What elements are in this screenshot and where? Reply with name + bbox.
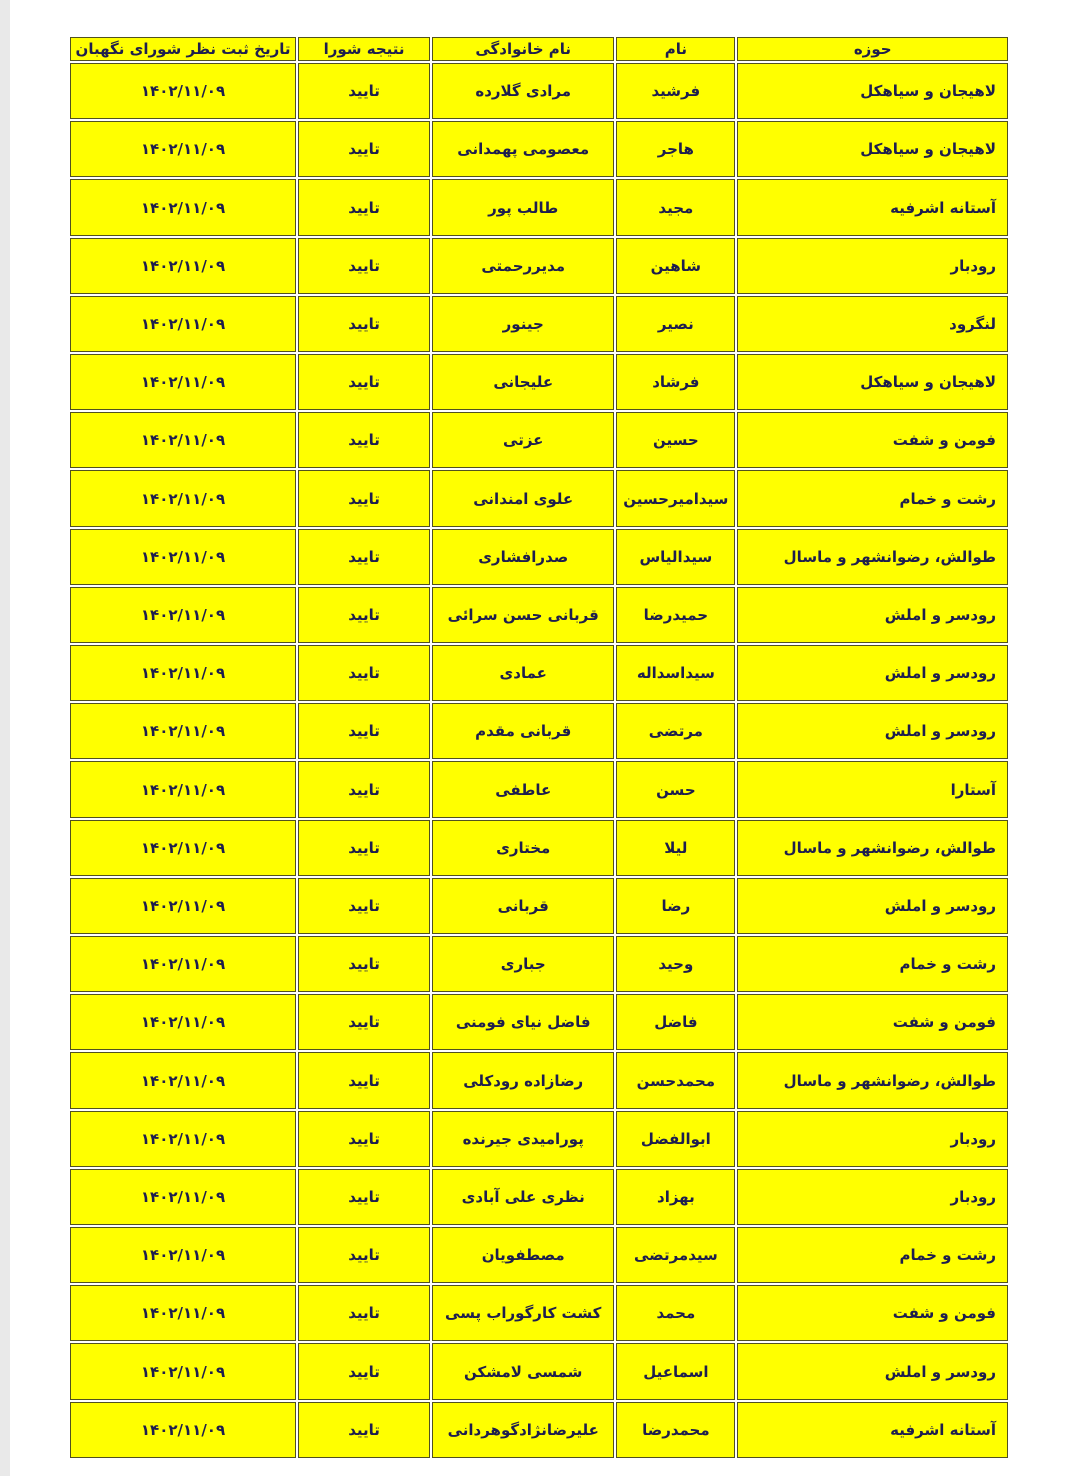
cell-council-result: تایید xyxy=(298,412,430,468)
cell-council-result: تایید xyxy=(298,63,430,119)
cell-first-name: سیدمرتضی xyxy=(616,1227,735,1283)
table-row xyxy=(70,1052,1008,1108)
table-row xyxy=(70,878,1008,934)
cell-first-name: مرتضی xyxy=(616,703,735,759)
table-row xyxy=(70,645,1008,701)
cell-first-name: هاجر xyxy=(616,121,735,177)
table-row xyxy=(70,1227,1008,1283)
cell-district: طوالش، رضوانشهر و ماسال xyxy=(737,1052,1008,1108)
cell-registration-date: ۱۴۰۲/۱۱/۰۹ xyxy=(70,703,296,759)
cell-district: طوالش، رضوانشهر و ماسال xyxy=(737,820,1008,876)
cell-registration-date: ۱۴۰۲/۱۱/۰۹ xyxy=(70,820,296,876)
cell-first-name: محمد xyxy=(616,1285,735,1341)
column-header-first-name: نام xyxy=(616,37,735,61)
cell-last-name: فاضل نیای فومنی xyxy=(432,994,614,1050)
cell-district: آستانه اشرفیه xyxy=(737,1402,1008,1458)
cell-council-result: تایید xyxy=(298,994,430,1050)
candidates-approval-table xyxy=(68,35,1010,1460)
cell-district: رودسر و املش xyxy=(737,645,1008,701)
cell-district: رودبار xyxy=(737,238,1008,294)
cell-council-result: تایید xyxy=(298,936,430,992)
table-row xyxy=(70,179,1008,235)
cell-last-name: جینور xyxy=(432,296,614,352)
cell-district: طوالش، رضوانشهر و ماسال xyxy=(737,529,1008,585)
cell-first-name: ابوالفضل xyxy=(616,1111,735,1167)
cell-last-name: نظری علی آبادی xyxy=(432,1169,614,1225)
cell-registration-date: ۱۴۰۲/۱۱/۰۹ xyxy=(70,1343,296,1399)
cell-district: رودسر و املش xyxy=(737,587,1008,643)
cell-registration-date: ۱۴۰۲/۱۱/۰۹ xyxy=(70,529,296,585)
cell-council-result: تایید xyxy=(298,1227,430,1283)
table-row xyxy=(70,296,1008,352)
cell-district: رودبار xyxy=(737,1169,1008,1225)
cell-council-result: تایید xyxy=(298,238,430,294)
cell-registration-date: ۱۴۰۲/۱۱/۰۹ xyxy=(70,761,296,817)
cell-council-result: تایید xyxy=(298,179,430,235)
cell-district: رشت و خمام xyxy=(737,936,1008,992)
cell-council-result: تایید xyxy=(298,529,430,585)
cell-first-name: حسن xyxy=(616,761,735,817)
cell-registration-date: ۱۴۰۲/۱۱/۰۹ xyxy=(70,63,296,119)
cell-council-result: تایید xyxy=(298,820,430,876)
cell-district: رودسر و املش xyxy=(737,1343,1008,1399)
table-row xyxy=(70,470,1008,526)
cell-first-name: سیدامیرحسین xyxy=(616,470,735,526)
table-row xyxy=(70,238,1008,294)
cell-council-result: تایید xyxy=(298,121,430,177)
cell-district: رشت و خمام xyxy=(737,1227,1008,1283)
cell-registration-date: ۱۴۰۲/۱۱/۰۹ xyxy=(70,296,296,352)
table-row xyxy=(70,1402,1008,1458)
cell-district: رشت و خمام xyxy=(737,470,1008,526)
cell-first-name: محمدرضا xyxy=(616,1402,735,1458)
cell-last-name: جباری xyxy=(432,936,614,992)
cell-first-name: نصیر xyxy=(616,296,735,352)
column-header-council-result: نتیجه شورا xyxy=(298,37,430,61)
cell-last-name: عمادی xyxy=(432,645,614,701)
table-row xyxy=(70,994,1008,1050)
cell-council-result: تایید xyxy=(298,761,430,817)
cell-council-result: تایید xyxy=(298,296,430,352)
table-row xyxy=(70,1111,1008,1167)
cell-first-name: شاهین xyxy=(616,238,735,294)
cell-registration-date: ۱۴۰۲/۱۱/۰۹ xyxy=(70,1402,296,1458)
cell-first-name: رضا xyxy=(616,878,735,934)
cell-registration-date: ۱۴۰۲/۱۱/۰۹ xyxy=(70,1169,296,1225)
cell-council-result: تایید xyxy=(298,470,430,526)
cell-last-name: مرادی گلارده xyxy=(432,63,614,119)
cell-first-name: بهزاد xyxy=(616,1169,735,1225)
cell-council-result: تایید xyxy=(298,1111,430,1167)
table-body xyxy=(70,63,1008,1458)
cell-first-name: محمدحسن xyxy=(616,1052,735,1108)
cell-district: آستارا xyxy=(737,761,1008,817)
cell-first-name: لیلا xyxy=(616,820,735,876)
cell-registration-date: ۱۴۰۲/۱۱/۰۹ xyxy=(70,1227,296,1283)
cell-last-name: معصومی پهمدانی xyxy=(432,121,614,177)
table-row xyxy=(70,820,1008,876)
cell-registration-date: ۱۴۰۲/۱۱/۰۹ xyxy=(70,936,296,992)
cell-council-result: تایید xyxy=(298,878,430,934)
cell-first-name: فرشاد xyxy=(616,354,735,410)
cell-district: لاهیجان و سیاهکل xyxy=(737,121,1008,177)
cell-last-name: عزتی xyxy=(432,412,614,468)
table-row xyxy=(70,412,1008,468)
cell-council-result: تایید xyxy=(298,645,430,701)
cell-district: فومن و شفت xyxy=(737,994,1008,1050)
table-row xyxy=(70,703,1008,759)
cell-registration-date: ۱۴۰۲/۱۱/۰۹ xyxy=(70,878,296,934)
cell-last-name: مدیررحمتی xyxy=(432,238,614,294)
column-header-district: حوزه xyxy=(737,37,1008,61)
cell-registration-date: ۱۴۰۲/۱۱/۰۹ xyxy=(70,1052,296,1108)
cell-last-name: کشت کارگوراب پسی xyxy=(432,1285,614,1341)
table-row xyxy=(70,529,1008,585)
cell-district: لاهیجان و سیاهکل xyxy=(737,63,1008,119)
cell-first-name: مجید xyxy=(616,179,735,235)
cell-last-name: قربانی xyxy=(432,878,614,934)
table-row xyxy=(70,1343,1008,1399)
cell-last-name: شمسی لامشکن xyxy=(432,1343,614,1399)
cell-district: لاهیجان و سیاهکل xyxy=(737,354,1008,410)
cell-registration-date: ۱۴۰۲/۱۱/۰۹ xyxy=(70,412,296,468)
cell-council-result: تایید xyxy=(298,587,430,643)
cell-first-name: وحید xyxy=(616,936,735,992)
table-row xyxy=(70,63,1008,119)
cell-district: فومن و شفت xyxy=(737,412,1008,468)
cell-council-result: تایید xyxy=(298,354,430,410)
cell-district: رودبار xyxy=(737,1111,1008,1167)
cell-first-name: اسماعیل xyxy=(616,1343,735,1399)
cell-last-name: قربانی مقدم xyxy=(432,703,614,759)
cell-registration-date: ۱۴۰۲/۱۱/۰۹ xyxy=(70,354,296,410)
cell-council-result: تایید xyxy=(298,703,430,759)
cell-council-result: تایید xyxy=(298,1052,430,1108)
cell-registration-date: ۱۴۰۲/۱۱/۰۹ xyxy=(70,121,296,177)
cell-first-name: فاضل xyxy=(616,994,735,1050)
table-header-row xyxy=(70,37,1008,61)
table-row xyxy=(70,761,1008,817)
cell-last-name: عاطفی xyxy=(432,761,614,817)
cell-district: لنگرود xyxy=(737,296,1008,352)
cell-first-name: حمیدرضا xyxy=(616,587,735,643)
page-left-edge-strip xyxy=(0,0,10,1476)
cell-district: فومن و شفت xyxy=(737,1285,1008,1341)
cell-registration-date: ۱۴۰۲/۱۱/۰۹ xyxy=(70,1285,296,1341)
cell-last-name: علوی امندانی xyxy=(432,470,614,526)
table-row xyxy=(70,587,1008,643)
table-row xyxy=(70,1285,1008,1341)
cell-last-name: صدرافشاری xyxy=(432,529,614,585)
table-row xyxy=(70,121,1008,177)
cell-last-name: علیجانی xyxy=(432,354,614,410)
cell-registration-date: ۱۴۰۲/۱۱/۰۹ xyxy=(70,587,296,643)
cell-registration-date: ۱۴۰۲/۱۱/۰۹ xyxy=(70,470,296,526)
cell-first-name: فرشید xyxy=(616,63,735,119)
cell-registration-date: ۱۴۰۲/۱۱/۰۹ xyxy=(70,238,296,294)
cell-last-name: مصطفویان xyxy=(432,1227,614,1283)
cell-first-name: حسین xyxy=(616,412,735,468)
cell-first-name: سیدالیاس xyxy=(616,529,735,585)
cell-last-name: قربانی حسن سرائی xyxy=(432,587,614,643)
cell-council-result: تایید xyxy=(298,1402,430,1458)
cell-last-name: علیرضانژادگوهردانی xyxy=(432,1402,614,1458)
cell-registration-date: ۱۴۰۲/۱۱/۰۹ xyxy=(70,179,296,235)
cell-district: رودسر و املش xyxy=(737,703,1008,759)
cell-last-name: طالب پور xyxy=(432,179,614,235)
cell-last-name: پورامیدی جیرنده xyxy=(432,1111,614,1167)
cell-district: آستانه اشرفیه xyxy=(737,179,1008,235)
cell-registration-date: ۱۴۰۲/۱۱/۰۹ xyxy=(70,645,296,701)
cell-registration-date: ۱۴۰۲/۱۱/۰۹ xyxy=(70,994,296,1050)
cell-council-result: تایید xyxy=(298,1343,430,1399)
cell-first-name: سیداسداله xyxy=(616,645,735,701)
cell-council-result: تایید xyxy=(298,1285,430,1341)
table-row xyxy=(70,354,1008,410)
cell-last-name: رضازاده رودکلی xyxy=(432,1052,614,1108)
cell-registration-date: ۱۴۰۲/۱۱/۰۹ xyxy=(70,1111,296,1167)
cell-district: رودسر و املش xyxy=(737,878,1008,934)
column-header-registration-date: تاریخ ثبت نظر شورای نگهبان xyxy=(70,37,296,61)
cell-council-result: تایید xyxy=(298,1169,430,1225)
table-row xyxy=(70,936,1008,992)
cell-last-name: مختاری xyxy=(432,820,614,876)
table-row xyxy=(70,1169,1008,1225)
column-header-last-name: نام خانوادگی xyxy=(432,37,614,61)
